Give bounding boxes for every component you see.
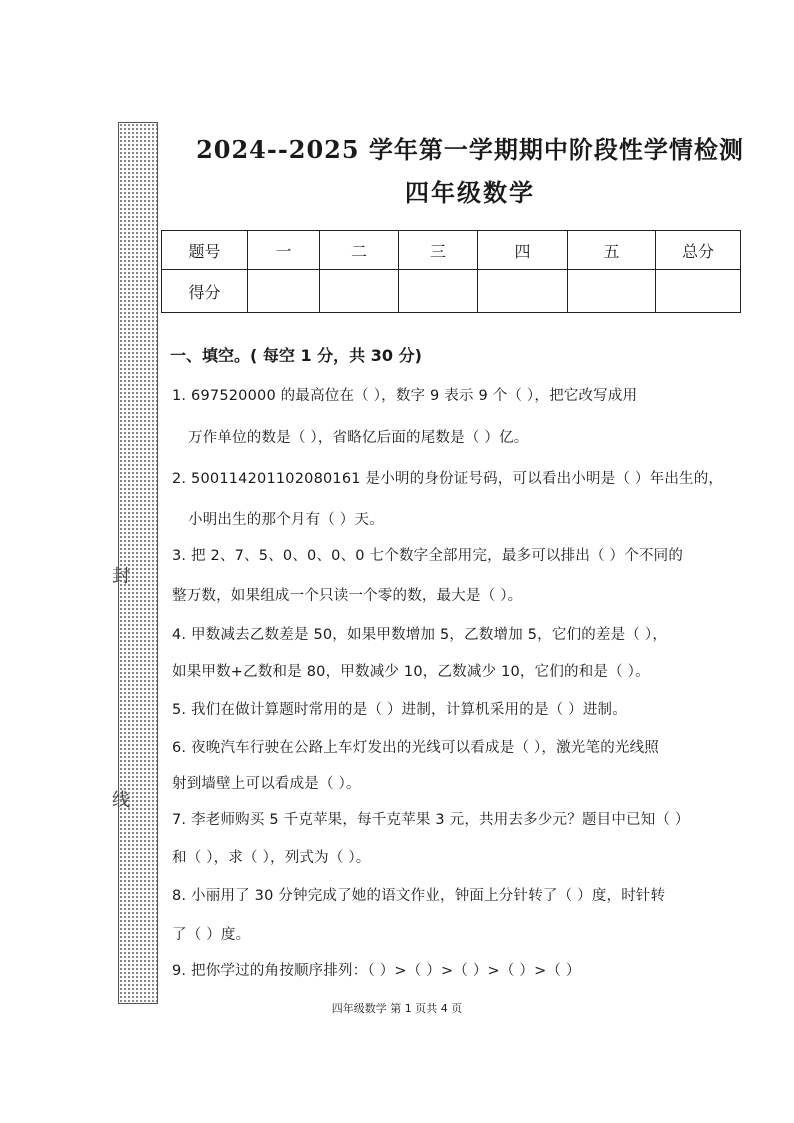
- question-4-line-1: 4. 甲数减去乙数差是 50，如果甲数增加 5，乙数增加 5，它们的差是（ ），: [172, 627, 668, 643]
- question-1-line-1: 1. 697520000 的最高位在（ ），数字 9 表示 9 个（ ），把它改写成用: [172, 388, 638, 404]
- score-header-cell: 总分: [656, 231, 741, 270]
- page-footer: 四年级数学 第 1 页共 4 页: [331, 1002, 463, 1015]
- question-2-line-1: 2. 500114201102080161 是小明的身份证号码，可以看出小明是（ ）年出生的，: [172, 471, 724, 487]
- score-table: [161, 230, 741, 313]
- score-cell[interactable]: [320, 270, 399, 313]
- score-cell[interactable]: [399, 270, 478, 313]
- question-8-line-1: 8. 小丽用了 30 分钟完成了她的语文作业，钟面上分针转了（ ）度，时针转: [172, 888, 666, 904]
- question-8-line-2: 了（ ）度。: [172, 927, 251, 943]
- score-cell[interactable]: [248, 270, 320, 313]
- question-9-line-1: 9. 把你学过的角按顺序排列：（ ）>（ ）>（ ）>（ ）>（ ）: [172, 963, 581, 979]
- score-table-header-row: [162, 231, 741, 270]
- score-header-cell: 三: [399, 231, 478, 270]
- score-table-score-row: [162, 270, 741, 313]
- score-header-cell: 一: [248, 231, 320, 270]
- score-row-label: 得分: [162, 270, 248, 313]
- score-cell[interactable]: [478, 270, 568, 313]
- question-4-line-2: 如果甲数+乙数和是 80，甲数减少 10，乙数减少 10，它们的和是（ ）。: [172, 664, 650, 680]
- question-7-line-1: 7. 李老师购买 5 千克苹果，每千克苹果 3 元，共用去多少元？题目中已知（ ）: [172, 812, 690, 828]
- score-header-cell: 题号: [162, 231, 248, 270]
- score-header-cell: 五: [568, 231, 656, 270]
- question-7-line-2: 和（ ），求（ ），列式为（ ）。: [172, 850, 371, 866]
- question-1-line-2: 万作单位的数是（ ），省略亿后面的尾数是（ ）亿。: [188, 430, 529, 446]
- question-6-line-1: 6. 夜晚汽车行驶在公路上车灯发出的光线可以看成是（ ），激光笔的光线照: [172, 740, 659, 756]
- question-3-line-2: 整万数，如果组成一个只读一个零的数，最大是（ ）。: [172, 588, 523, 604]
- score-header-cell: 二: [320, 231, 399, 270]
- score-cell[interactable]: [568, 270, 656, 313]
- exam-title: 2024--2025 学年第一学期期中阶段性学情检测: [196, 135, 744, 164]
- binding-mark-line: 线: [112, 790, 130, 811]
- question-6-line-2: 射到墙壁上可以看成是（ ）。: [172, 776, 361, 792]
- score-header-cell: 四: [478, 231, 568, 270]
- section-title: 一、填空。( 每空 1 分，共 30 分): [170, 346, 422, 365]
- question-5-line-1: 5. 我们在做计算题时常用的是（ ）进制，计算机采用的是（ ）进制。: [172, 702, 627, 718]
- binding-mark-seal: 封: [112, 566, 130, 587]
- score-cell[interactable]: [656, 270, 741, 313]
- question-2-line-2: 小明出生的那个月有（ ）天。: [188, 512, 384, 528]
- exam-subtitle: 四年级数学: [405, 178, 535, 207]
- question-3-line-1: 3. 把 2、7、5、0、0、0、0 七个数字全部用完，最多可以排出（ ）个不同的: [172, 548, 684, 564]
